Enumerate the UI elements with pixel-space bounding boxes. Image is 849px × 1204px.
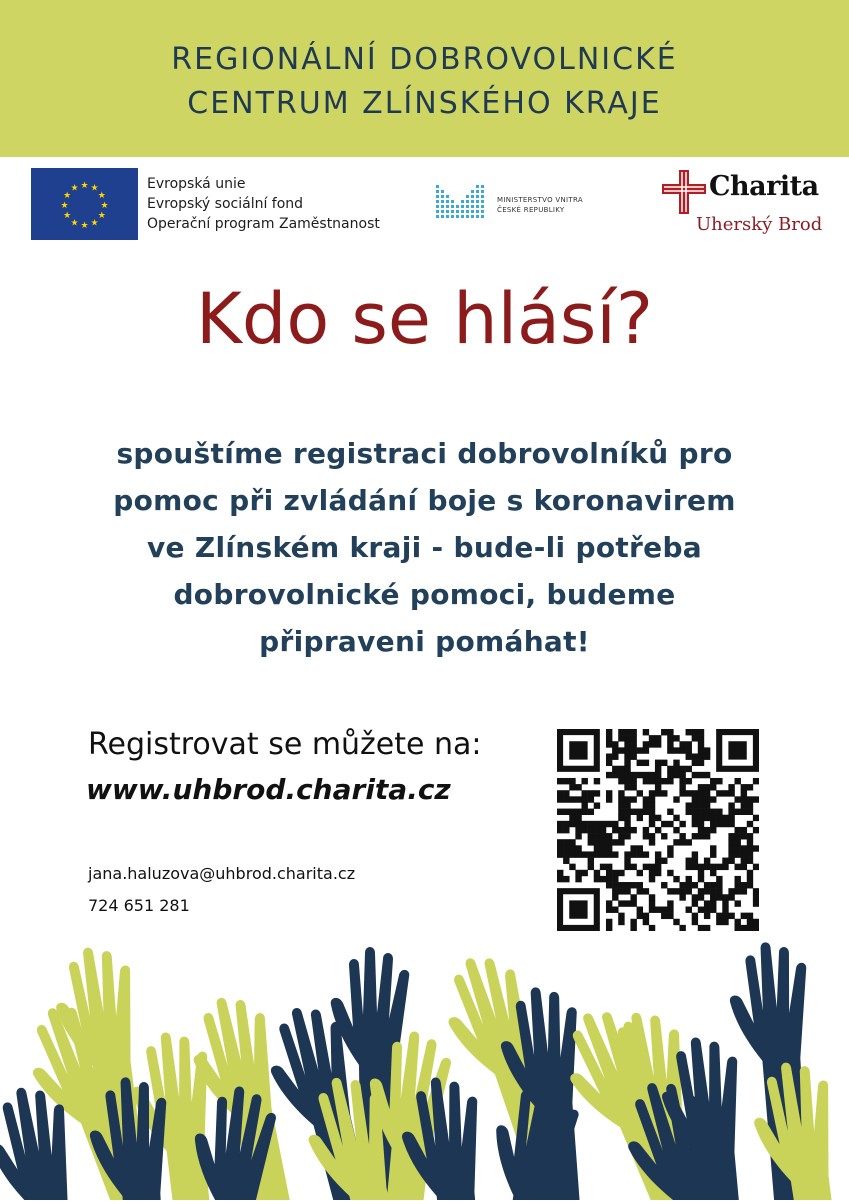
eu-text-line-3: Operační program Zaměstnanost <box>147 216 380 232</box>
svg-text:★: ★ <box>60 201 69 211</box>
eu-text-line-2: Evropský sociální fond <box>147 196 304 212</box>
announcement-line-5: připraveni pomáhat! <box>259 625 590 658</box>
svg-text:★: ★ <box>63 191 72 201</box>
qr-code-icon[interactable] <box>557 729 759 931</box>
svg-text:★: ★ <box>100 201 109 211</box>
charita-subtitle: Uherský Brod <box>696 214 823 235</box>
header-title-line-2: CENTRUM ZLÍNSKÉHO KRAJE <box>187 86 662 121</box>
svg-text:★: ★ <box>63 211 72 221</box>
ministry-text-line-1: MINISTERSTVO VNITRA <box>497 196 583 204</box>
svg-text:★: ★ <box>90 183 99 194</box>
svg-text:★: ★ <box>97 211 106 221</box>
svg-text:★: ★ <box>80 181 89 191</box>
eu-logo-text <box>147 174 380 234</box>
announcement-text <box>40 430 809 665</box>
eu-flag-icon <box>31 168 138 240</box>
page-title: Kdo se hlásí? <box>196 278 653 360</box>
announcement-line-1: spouštíme registraci dobrovolníků pro <box>116 437 733 470</box>
announcement-line-4: dobrovolnické pomoci, budeme <box>173 578 676 611</box>
svg-text:★: ★ <box>70 218 79 229</box>
header-banner <box>0 0 849 157</box>
contact-email[interactable]: jana.haluzova@uhbrod.charita.cz <box>88 864 356 883</box>
charita-name: Charita <box>709 171 819 202</box>
svg-text:★: ★ <box>80 221 89 231</box>
eu-text-line-1: Evropská unie <box>147 176 246 192</box>
announcement-line-2: pomoc při zvládání boje s koronavirem <box>113 484 736 517</box>
svg-text:★: ★ <box>70 183 79 194</box>
contact-phone: 724 651 281 <box>88 896 190 915</box>
raised-hands-illustration <box>0 935 849 1200</box>
announcement-line-3: ve Zlínském kraji - bude-li potřeba <box>147 531 702 564</box>
svg-text:★: ★ <box>90 218 99 229</box>
registration-link[interactable]: www.uhbrod.charita.cz <box>86 773 451 806</box>
header-title-line-1: REGIONÁLNÍ DOBROVOLNICKÉ <box>171 42 678 77</box>
ministry-text-line-2: ČESKÉ REPUBLIKY <box>497 206 565 214</box>
registration-label: Registrovat se můžete na: <box>88 727 482 762</box>
ministry-logo-text <box>497 195 583 215</box>
svg-text:★: ★ <box>97 191 106 201</box>
